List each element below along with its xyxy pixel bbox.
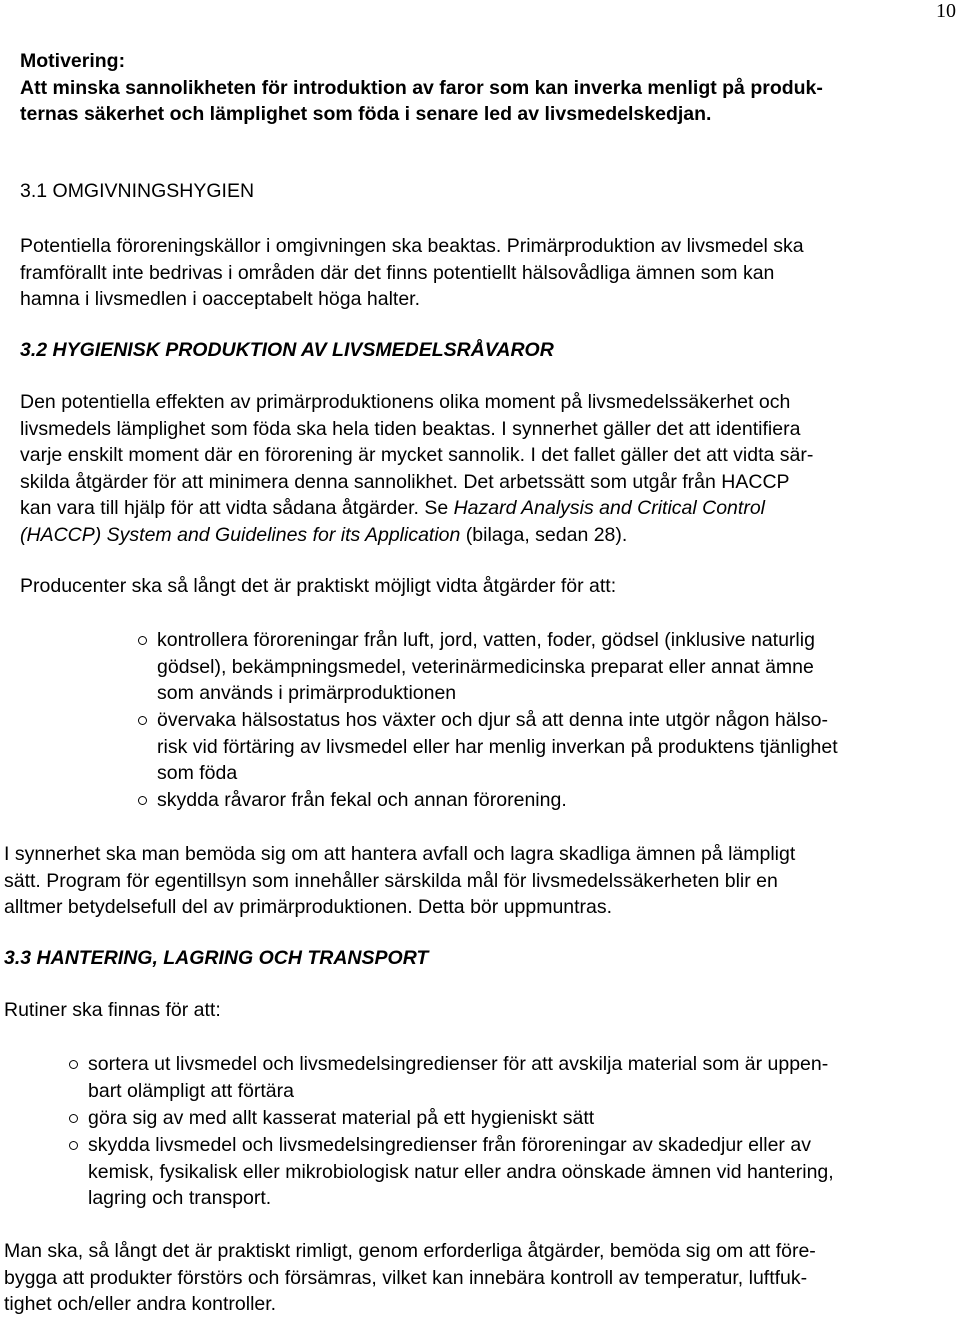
bullet-icon	[69, 1114, 78, 1123]
motivation-heading: Motivering:	[20, 50, 126, 72]
list-item-text: övervaka hälsostatus hos växter och djur så att denna inte utgör någon hälso-	[157, 709, 828, 731]
list-item-text: risk vid förtäring av livsmedel eller har menlig inverkan på produktens tjänlighet	[157, 735, 838, 758]
text-line: I synnerhet ska man bemöda sig om att hantera avfall och lagra skadliga ämnen på lämpligt	[4, 843, 796, 865]
bullet-icon	[69, 1060, 78, 1069]
list-item-text: lagring och transport.	[88, 1187, 272, 1209]
list-item	[69, 1051, 828, 1104]
text-line: framförallt inte bedrivas i områden där det finns potentiellt hälsovådliga ämnen som kan	[20, 261, 775, 284]
list-item-text: skydda råvaror från fekal och annan förorening.	[157, 789, 567, 811]
section-3-1-text	[20, 233, 804, 313]
page-number: 10	[936, 0, 956, 22]
bullet-icon	[69, 1141, 78, 1150]
text-line: skilda åtgärder för att minimera denna sannolikhet. Det arbetssätt som utgår från HACCP	[20, 470, 790, 493]
list-item-text: som föda	[157, 762, 238, 784]
text-line: alltmer betydelsefull del av primärproduktionen. Detta bör uppmuntras.	[4, 896, 613, 918]
list-item-text: göra sig av med allt kasserat material på ett hygieniskt sätt	[88, 1107, 595, 1129]
section-3-3-heading: 3.3 HANTERING, LAGRING OCH TRANSPORT	[4, 947, 429, 969]
list-item-text: som används i primärproduktionen	[157, 682, 457, 704]
reference-title: Hazard Analysis and Critical Control	[453, 497, 765, 519]
list-item-text: bart olämpligt att förtära	[88, 1079, 294, 1102]
list-item-text: sortera ut livsmedel och livsmedelsingredienser för att avskilja material som är uppen-	[88, 1053, 829, 1075]
text-line: livsmedels lämplighet som föda ska hela tiden beaktas. I synnerhet gäller det att identifiera	[20, 417, 801, 440]
text-line: tighet och/eller andra kontroller.	[4, 1293, 277, 1315]
section-3-2-paragraph-2	[4, 841, 795, 921]
motivation-block	[20, 48, 823, 128]
text-fragment: kan vara till hjälp för att vidta sådana åtgärder. Se	[20, 497, 454, 519]
section-3-2-heading: 3.2 HYGIENISK PRODUKTION AV LIVSMEDELSRÅVAROR	[20, 339, 554, 361]
text-line: varje enskilt moment där en förorening är mycket sannolik. I det fallet gäller det att vidta sär-	[20, 444, 814, 466]
bullet-icon	[138, 796, 147, 805]
motivation-line: Att minska sannolikheten för introduktion av faror som kan inverka menligt på produk-	[20, 76, 823, 99]
list-item-text: gödsel), bekämpningsmedel, veterinärmedicinska preparat eller annat ämne	[157, 655, 814, 678]
section-3-2-paragraph	[20, 389, 813, 548]
list-item	[138, 787, 567, 814]
list-item	[69, 1132, 834, 1212]
section-3-2-intro: Producenter ska så långt det är praktiskt möjligt vidta åtgärder för att:	[20, 575, 617, 597]
section-heading: 3.1 OMGIVNINGSHYGIEN	[20, 180, 255, 202]
list-item	[138, 627, 815, 707]
section-3-3-paragraph	[4, 1238, 816, 1318]
bullet-icon	[138, 636, 147, 645]
reference-title: (HACCP) System and Guidelines for its Application	[20, 523, 461, 546]
section-3-3-intro: Rutiner ska finnas för att:	[4, 999, 221, 1021]
list-item	[138, 707, 838, 787]
section-3-1	[20, 178, 254, 205]
text-line	[20, 522, 813, 549]
text-line: Den potentiella effekten av primärproduktionens olika moment på livsmedelssäkerhet och	[20, 391, 791, 413]
text-line: Potentiella föroreningskällor i omgivningen ska beaktas. Primärproduktion av livsmedel ska	[20, 235, 804, 257]
list-item-text: skydda livsmedel och livsmedelsingredienser från föroreningar av skadedjur eller av	[88, 1134, 811, 1156]
list-item	[69, 1105, 594, 1132]
motivation-line: ternas säkerhet och lämplighet som föda i senare led av livsmedelskedjan.	[20, 103, 712, 125]
text-line	[20, 495, 813, 522]
bullet-icon	[138, 716, 147, 725]
text-line: sätt. Program för egentillsyn som innehåller särskilda mål för livsmedelssäkerheten blir en	[4, 869, 778, 892]
list-item-text: kemisk, fysikalisk eller mikrobiologisk natur eller andra oönskade ämnen vid hantering,	[88, 1160, 834, 1183]
text-fragment: (bilaga, sedan 28).	[460, 523, 628, 546]
text-line: Man ska, så långt det är praktiskt rimligt, genom erforderliga åtgärder, bemöda sig om att före-	[4, 1240, 816, 1262]
text-line: bygga att produkter förstörs och försämras, vilket kan innebära kontroll av temperatur, luftfuk-	[4, 1266, 808, 1289]
list-item-text: kontrollera föroreningar från luft, jord, vatten, foder, gödsel (inklusive naturlig	[157, 629, 815, 651]
text-line: hamna i livsmedlen i oacceptabelt höga halter.	[20, 288, 420, 310]
